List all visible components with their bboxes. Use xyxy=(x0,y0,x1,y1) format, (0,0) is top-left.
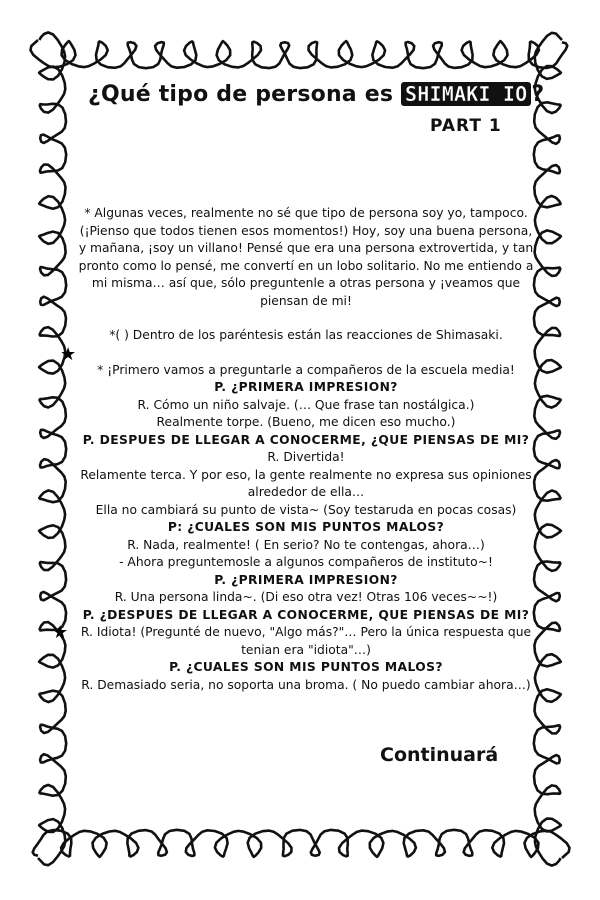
answer-line: Ella no cambiará su punto de vista~ (Soy testaruda en pocas cosas) xyxy=(95,502,517,517)
question-line: P. ¿CUALES SON MIS PUNTOS MALOS? xyxy=(169,660,443,674)
answer-line: R. Demasiado seria, no soporta una broma. ( No puedo cambiar ahora…) xyxy=(81,677,531,692)
section2-lines xyxy=(78,572,534,695)
page-title xyxy=(88,82,545,107)
answer-line: R. Divertida! xyxy=(267,450,345,464)
answer-line: R. Nada, realmente! ( En serio? No te contengas, ahora…) xyxy=(127,537,485,552)
body-text xyxy=(78,205,534,694)
frame-edge-right xyxy=(534,33,562,866)
section1-heading: * ¡Primero vamos a preguntarle a compañeros de la escuela media! xyxy=(97,362,515,377)
section1-lines xyxy=(78,379,534,554)
star-icon: ★ xyxy=(52,622,69,643)
answer-line: R. Una persona linda~. (Di eso otra vez! Otras 106 veces~~!) xyxy=(114,590,498,604)
part-label: PART 1 xyxy=(430,116,502,136)
question-line: P. ¿PRIMERA IMPRESION? xyxy=(214,572,398,587)
question-line: P. ¿PRIMERA IMPRESION? xyxy=(214,380,398,394)
section2-heading: - Ahora preguntemosle a algunos compañeros de instituto~! xyxy=(119,555,493,569)
title-prefix: ¿Qué tipo de persona es xyxy=(88,82,401,107)
frame-edge-left xyxy=(38,32,69,865)
continuation-label: Continuará xyxy=(380,744,499,766)
question-line: P. DESPUES DE LLEGAR A CONOCERME, ¿QUE PIENSAS DE MI? xyxy=(82,432,530,447)
frame-edge-top xyxy=(31,40,568,68)
answer-line: Realmente torpe. (Bueno, me dicen eso mucho.) xyxy=(156,415,456,429)
question-line: P. ¿DESPUES DE LLEGAR A CONOCERME, QUE PIENSAS DE MI? xyxy=(82,607,530,622)
answer-line: R. Cómo un niño salvaje. (… Que frase tan nostálgica.) xyxy=(137,397,475,412)
question-line: P: ¿CUALES SON MIS PUNTOS MALOS? xyxy=(167,520,445,534)
answer-line: R. Idiota! (Pregunté de nuevo, "Algo más?"… Pero la única respuesta que tenian era "idiota"…) xyxy=(80,625,532,657)
title-suffix: ? xyxy=(531,82,545,107)
frame-edge-bottom xyxy=(33,830,570,858)
star-icon: ★ xyxy=(60,344,77,365)
answer-line: Relamente terca. Y por eso, la gente realmente no expresa sus opiniones alrededor de ella… xyxy=(80,467,532,499)
title-name: SHIMAKI IO xyxy=(401,82,531,106)
intro-paragraph: * Algunas veces, realmente no sé que tipo de persona soy yo, tampoco. (¡Pienso que todos tienen esos momentos!) Hoy, soy una buena persona, y mañana, ¡soy un villano! Pensé que era una persona extrovertida, y tan pronto como lo pensé, me convertí en un lobo solitario. No me entiendo a mi misma… así que, sólo preguntenle a otras persona y ¡veamos que piensan de mi! xyxy=(78,206,534,308)
note-paragraph: *( ) Dentro de los paréntesis están las reacciones de Shimasaki. xyxy=(109,328,503,342)
